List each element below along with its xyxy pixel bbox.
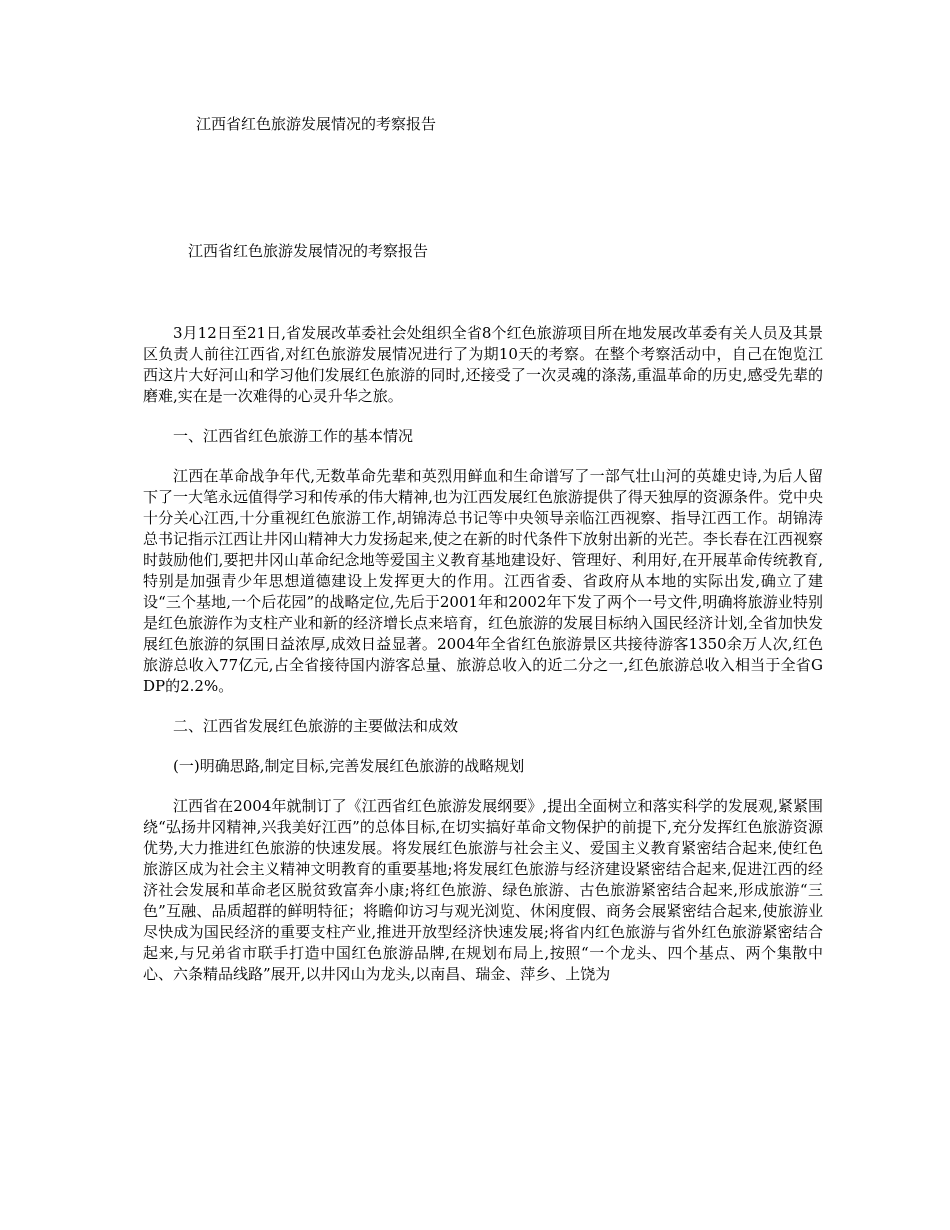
section-heading-1: 一、江西省红色旅游工作的基本情况 bbox=[173, 427, 414, 445]
document-title: 江西省红色旅游发展情况的考察报告 bbox=[188, 242, 429, 260]
paragraph-strategy: 江西省在2004年就制订了《江西省红色旅游发展纲要》,提出全面树立和落实科学的发展观,紧紧围绕“弘扬井冈精神,兴我美好江西”的总体目标,在切实搞好革命文物保护的前提下,充分发挥红色旅游资源优势,大力推进红色旅游的快速发展。将发展红色旅游与社会主义、爱国主义教育紧密结合起来,使红色旅游区成为社会主义精神文明教育的重要基地;将发展红色旅游与经济建设紧密结合起来,促进江西的经济社会发展和革命老区脱贫致富奔小康;将红色旅游、绿色旅游、古色旅游紧密结合起来,形成旅游“三色”互融、品质超群的鲜明特征；将瞻仰访习与观光浏览、休闲度假、商务会展紧密结合起来,使旅游业尽快成为国民经济的重要支柱产业,推进开放型经济快速发展;将省内红色旅游与省外红色旅游紧密结合起来,与兄弟省市联手打造中国红色旅游品牌,在规划布局上,按照“一个龙头、四个基点、两个集散中心、六条精品线路”展开,以井冈山为龙头,以南昌、瑞金、萍乡、上饶为 bbox=[143, 797, 823, 983]
paragraph-intro: 3月12日至21日,省发展改革委社会处组织全省8个红色旅游项目所在地发展改革委有关人员及其景区负责人前往江西省,对红色旅游发展情况进行了为期10天的考察。在整个考察活动中，自己在饱览江西这片大好河山和学习他们发展红色旅游的同时,还接受了一次灵魂的涤荡,重温革命的历史,感受先辈的磨难,实在是一次难得的心灵升华之旅。 bbox=[143, 324, 823, 405]
paragraph-basic-situation: 江西在革命战争年代,无数革命先辈和英烈用鲜血和生命谱写了一部气壮山河的英雄史诗,为后人留下了一大笔永远值得学习和传承的伟大精神,也为江西发展红色旅游提供了得天独厚的资源条件。党中央十分关心江西,十分重视红色旅游工作,胡锦涛总书记等中央领导亲临江西视察、指导江西工作。胡锦涛总书记指示江西让井冈山精神大力发扬起来,使之在新的时代条件下放射出新的光芒。李长春在江西视察时鼓励他们,要把井冈山革命纪念地等爱国主义教育基地建设好、管理好、利用好,在开展革命传统教育,特别是加强青少年思想道德建设上发挥更大的作用。江西省委、省政府从本地的实际出发,确立了建设“三个基地,一个后花园”的战略定位,先后于2001年和2002年下发了两个一号文件,明确将旅游业特别是红色旅游作为支柱产业和新的经济增长点来培育，红色旅游的发展目标纳入国民经济计划,全省加快发展红色旅游的氛围日益浓厚,成效日益显著。2004年全省红色旅游景区共接待游客1350余万人次,红色旅游总收入77亿元,占全省接待国内游客总量、旅游总收入的近二分之一,红色旅游总收入相当于全省GDP的2.2%。 bbox=[143, 467, 823, 695]
subsection-heading-1: (一)明确思路,制定目标,完善发展红色旅游的战略规划 bbox=[173, 757, 525, 775]
section-heading-2: 二、江西省发展红色旅游的主要做法和成效 bbox=[173, 717, 459, 735]
page-header-title: 江西省红色旅游发展情况的考察报告 bbox=[196, 115, 437, 133]
document-body bbox=[143, 323, 823, 1004]
